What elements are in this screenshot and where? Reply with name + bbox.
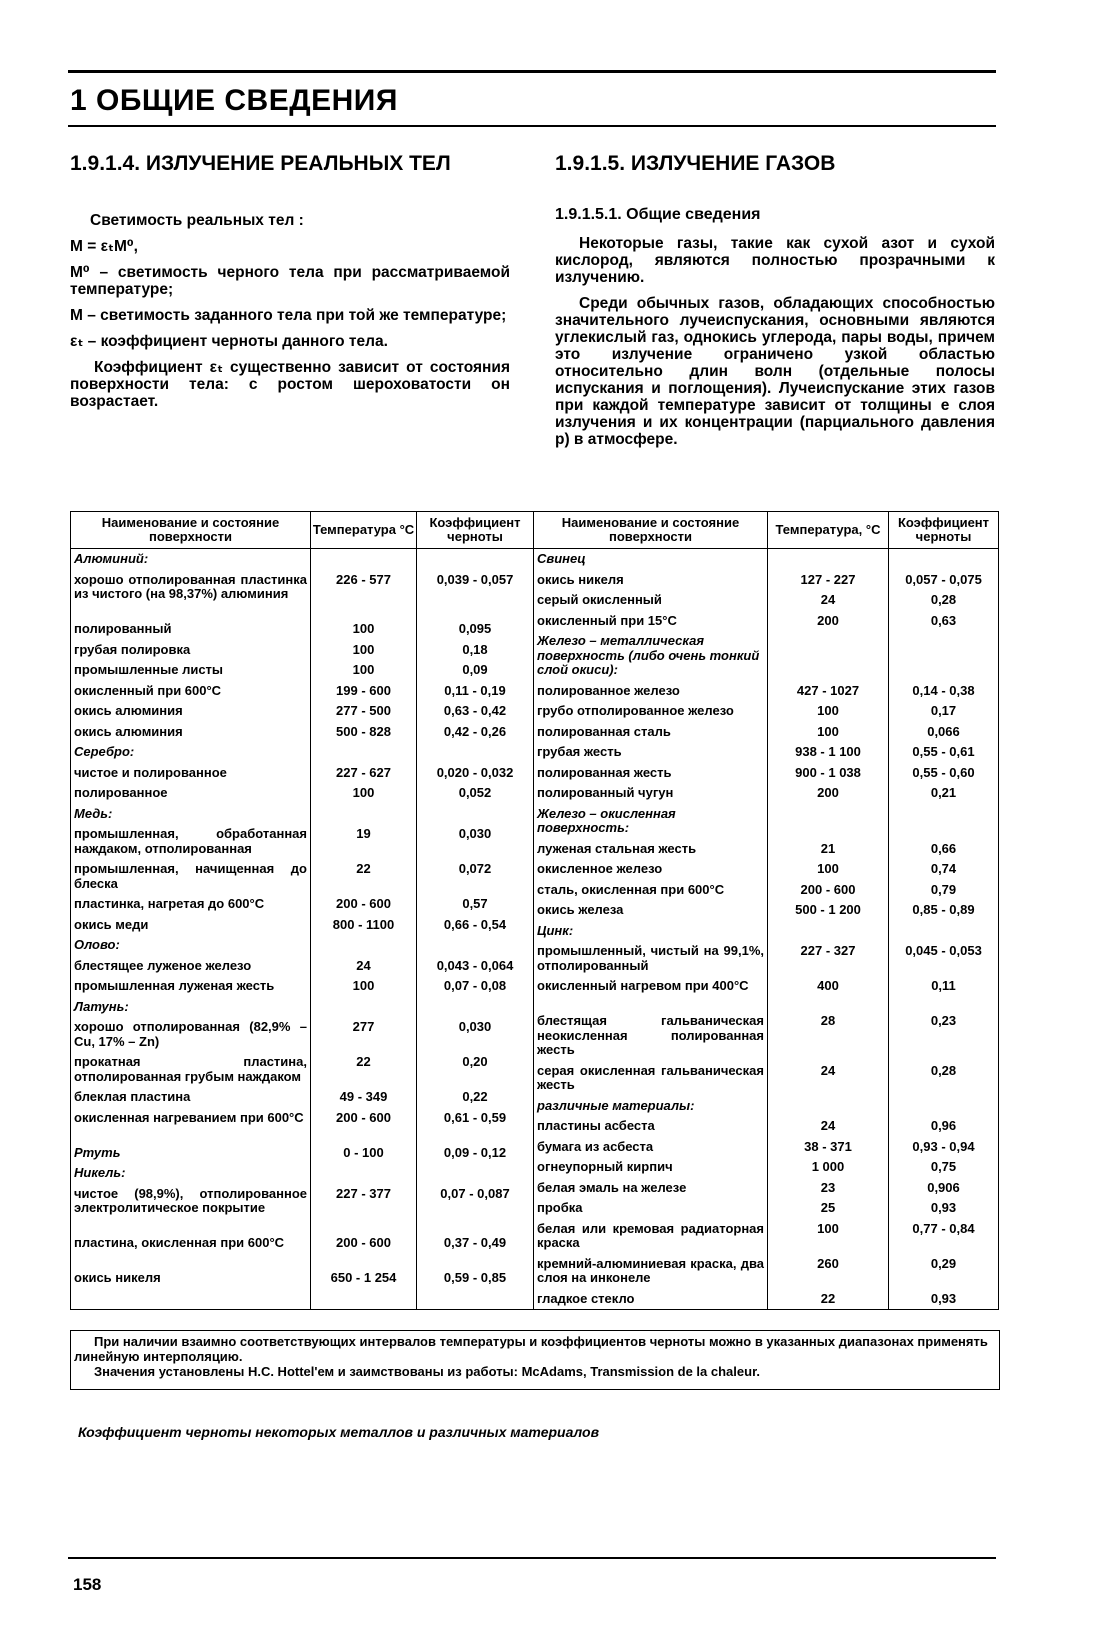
row-name: полированное: [74, 785, 168, 800]
row-name: различные материалы:: [537, 1097, 695, 1113]
row-name: луженая стальная жесть: [537, 840, 697, 856]
row-coefficient: 0,74: [930, 861, 957, 876]
row-temperature: [768, 1096, 888, 1117]
row-temperature: 0 - 100: [343, 1144, 384, 1160]
row-temperature: 100: [817, 723, 839, 739]
intro-text: Светимость реальных тел :: [90, 212, 304, 229]
row-coefficient: 0,17: [930, 703, 957, 718]
row-name: полированный чугун: [537, 785, 674, 800]
row-coefficient: [417, 804, 533, 825]
row-name: окисленный при 600°C: [74, 682, 222, 698]
row-coefficient: 0,072: [458, 861, 492, 876]
header-coef-left: Коэффициент черноты: [417, 512, 534, 549]
row-coefficient: 0,63 - 0,42: [443, 703, 507, 718]
bottom-rule: [68, 1557, 996, 1559]
row-temperature: 49 - 349: [339, 1089, 388, 1104]
row-coefficient: 0,20: [462, 1054, 488, 1069]
row-name: пластинка, нагретая до 600°C: [74, 896, 265, 911]
row-temperature: 650 - 1 254: [330, 1270, 397, 1285]
row-temperature: 200 - 600: [336, 1235, 391, 1250]
row-temperature: 22: [356, 1054, 371, 1069]
row-name: Свинец: [537, 551, 586, 566]
row-temperature: 24: [356, 957, 371, 973]
row-temperature: 100: [352, 641, 375, 657]
row-name: грубая полировка: [74, 641, 191, 657]
row-temperature: 200 - 600: [800, 881, 856, 897]
row-name: промышленные листы: [74, 662, 224, 677]
row-name: блеклая пластина: [74, 1089, 191, 1104]
row-name: Олово:: [74, 937, 120, 952]
definition-eps: εₜ – коэффициент черноты данного тела.: [70, 333, 388, 350]
row-coefficient: 0,095: [458, 621, 492, 636]
row-name: Цинк:: [537, 922, 574, 938]
row-coefficient: 0,66 - 0,54: [443, 916, 507, 932]
row-temperature: 200: [817, 785, 839, 800]
chapter-title: 1 ОБЩИЕ СВЕДЕНИЯ: [70, 84, 398, 117]
row-temperature: [311, 549, 416, 570]
left-section-title: 1.9.1.4. ИЗЛУЧЕНИЕ РЕАЛЬНЫХ ТЕЛ: [70, 152, 451, 175]
row-coefficient: 0,906: [927, 1179, 960, 1195]
row-name: промышленная луженая жесть: [74, 978, 275, 993]
row-coefficient: 0,052: [458, 785, 492, 800]
right-paragraph-1: Некоторые газы, такие как сухой азот и сухой кислород, являются полностью прозрачными к излучению.: [555, 235, 995, 286]
row-temperature: 500 - 1 200: [795, 902, 861, 917]
row-temperature: 400: [817, 978, 839, 993]
row-temperature: 22: [356, 861, 371, 876]
row-coefficient: 0,61 - 0,59: [443, 1109, 507, 1125]
row-temperature: 100: [352, 662, 375, 677]
table-body-row: [71, 549, 999, 1310]
row-name: гладкое стекло: [537, 1290, 635, 1306]
row-name: грубая жесть: [537, 744, 622, 759]
row-name: Медь:: [74, 805, 113, 821]
left-temps-cell: [311, 549, 417, 1310]
header-name-left: Наименование и состояние поверхности: [71, 512, 311, 549]
row-temperature: 28: [820, 1013, 836, 1028]
row-coefficient: 0,66: [930, 840, 957, 856]
row-temperature: 200 - 600: [336, 1109, 391, 1125]
row-temperature: 427 - 1027: [796, 682, 860, 698]
row-coefficient: 0,37 - 0,49: [443, 1235, 507, 1250]
row-name: Серебро:: [74, 744, 135, 759]
right-temps-cell: [768, 549, 889, 1310]
row-coefficient: [417, 549, 533, 570]
row-coefficient: [417, 935, 533, 956]
row-coefficient: 0,96: [930, 1118, 957, 1133]
row-name: чистое (98,9%), отполированное электролитическое покрытие: [74, 1185, 307, 1215]
header-coef-right: Коэффициент черноты: [889, 512, 999, 549]
right-names-cell: [534, 549, 768, 1310]
row-name: пластина, окисленная при 600°C: [74, 1235, 285, 1250]
right-coefs-cell: [889, 549, 999, 1310]
right-section-title: 1.9.1.5. ИЗЛУЧЕНИЕ ГАЗОВ: [555, 152, 836, 175]
row-coefficient: 0,045 - 0,053: [905, 943, 982, 958]
row-temperature: 100: [352, 621, 375, 636]
left-coefs-cell: [417, 549, 534, 1310]
note-line-2: Значения установлены H.C. Hottel'ем и заимствованы из работы: McAdams, Transmission de la chaleur.: [94, 1364, 761, 1379]
row-name: хорошо отполированная пластинка из чистого (на 98,37%) алюминия: [74, 571, 307, 601]
row-coefficient: 0,066: [927, 723, 960, 739]
row-name: белая или кремовая радиаторная краска: [537, 1220, 764, 1250]
row-coefficient: 0,030: [458, 1019, 492, 1034]
row-temperature: 277 - 500: [336, 703, 391, 718]
row-temperature: 100: [817, 703, 839, 718]
row-name: пробка: [537, 1200, 583, 1215]
row-name: Железо – металлическая поверхность (либо очень тонкий слой окиси):: [537, 633, 760, 677]
row-temperature: 260: [817, 1255, 839, 1271]
row-temperature: 200: [817, 612, 839, 628]
row-name: промышленная, обработанная наждаком, отполированная: [74, 826, 307, 856]
row-name: окись железа: [537, 902, 624, 917]
row-name: бумага из асбеста: [537, 1138, 654, 1154]
row-temperature: 22: [820, 1290, 836, 1306]
row-temperature: [311, 804, 416, 825]
row-name: сталь, окисленная при 600°C: [537, 881, 725, 897]
top-rule: [68, 70, 996, 73]
row-temperature: [311, 742, 416, 763]
row-temperature: [311, 997, 416, 1018]
row-coefficient: [889, 1096, 998, 1117]
row-coefficient: [889, 549, 998, 570]
left-column: [70, 212, 510, 419]
row-coefficient: 0,59 - 0,85: [443, 1270, 507, 1285]
row-coefficient: 0,42 - 0,26: [443, 723, 507, 739]
row-name: блестящее луженое железо: [74, 957, 252, 973]
row-temperature: 38 - 371: [804, 1138, 852, 1154]
row-temperature: 800 - 1100: [332, 916, 395, 932]
row-name: окисленный нагревом при 400°C: [537, 978, 749, 993]
row-temperature: 500 - 828: [336, 723, 391, 739]
row-temperature: 25: [820, 1200, 836, 1215]
row-temperature: 100: [817, 861, 839, 876]
row-name: Железо – окисленная поверхность:: [537, 805, 676, 835]
row-coefficient: 0,07 - 0,08: [443, 978, 507, 993]
row-name: окись алюминия: [74, 723, 183, 739]
row-temperature: 127 - 227: [800, 571, 856, 587]
row-coefficient: 0,28: [930, 592, 957, 607]
row-name: окись алюминия: [74, 703, 183, 718]
row-name: окисленная нагреванием при 600°C: [74, 1109, 304, 1125]
row-temperature: 900 - 1 038: [795, 764, 861, 780]
subsection-title: 1.9.1.5.1. Общие сведения: [555, 206, 761, 223]
left-paragraph: Коэффициент εₜ существенно зависит от состояния поверхности тела: с ростом шероховатости он возрастает.: [70, 359, 510, 410]
row-coefficient: [889, 631, 998, 681]
row-temperature: 100: [817, 1220, 839, 1236]
row-name: Никель:: [74, 1165, 126, 1180]
row-temperature: 24: [820, 1062, 836, 1078]
page-number: 158: [73, 1575, 102, 1594]
row-coefficient: [417, 742, 533, 763]
row-coefficient: 0,93: [930, 1290, 957, 1306]
row-temperature: 226 - 577: [336, 571, 391, 587]
row-coefficient: [417, 1163, 533, 1184]
table-note: [70, 1330, 1000, 1390]
row-temperature: 1 000: [811, 1159, 845, 1174]
row-temperature: 227 - 327: [800, 943, 856, 958]
header-name-right: Наименование и состояние поверхности: [534, 512, 768, 549]
row-name: белая эмаль на железе: [537, 1179, 687, 1195]
table-header-row: [71, 512, 999, 549]
row-coefficient: 0,55 - 0,61: [912, 744, 975, 759]
row-name: окись меди: [74, 916, 149, 932]
row-coefficient: 0,63: [930, 612, 957, 628]
row-coefficient: 0,07 - 0,087: [440, 1185, 510, 1201]
left-names-cell: [71, 549, 311, 1310]
row-name: промышленный, чистый на 99,1%, отполированный: [537, 943, 764, 973]
row-coefficient: 0,09: [462, 662, 488, 677]
row-temperature: 24: [820, 592, 836, 607]
row-coefficient: 0,57: [462, 896, 488, 911]
row-coefficient: 0,043 - 0,064: [436, 957, 514, 973]
row-temperature: 100: [352, 785, 375, 800]
row-temperature: 23: [820, 1179, 836, 1195]
row-name: Ртуть: [74, 1144, 121, 1160]
formula: M = εₜM⁰,: [70, 238, 138, 255]
row-coefficient: 0,18: [462, 641, 488, 657]
row-name: грубо отполированное железо: [537, 703, 734, 718]
definition-m0: M⁰ – светимость черного тела при рассматриваемой температуре;: [70, 264, 510, 298]
row-coefficient: 0,77 - 0,84: [912, 1220, 975, 1236]
row-coefficient: 0,29: [930, 1255, 957, 1271]
row-temperature: 199 - 600: [336, 682, 391, 698]
row-coefficient: 0,28: [930, 1062, 957, 1078]
row-coefficient: 0,11 - 0,19: [444, 682, 506, 698]
row-coefficient: 0,21: [930, 785, 957, 800]
row-name: полированный: [74, 621, 172, 636]
row-name: кремний-алюминиевая краска, два слоя на инконеле: [537, 1255, 764, 1285]
definition-m: M – светимость заданного тела при той же температуре;: [70, 307, 507, 324]
row-coefficient: 0,93: [930, 1200, 957, 1215]
row-name: окись никеля: [537, 571, 624, 587]
row-coefficient: 0,039 - 0,057: [436, 571, 514, 587]
row-coefficient: 0,23: [930, 1013, 957, 1028]
row-coefficient: [417, 997, 533, 1018]
row-coefficient: 0,79: [930, 881, 957, 897]
row-temperature: [768, 804, 888, 839]
row-name: полированная сталь: [537, 723, 671, 739]
row-name: Латунь:: [74, 998, 129, 1014]
row-coefficient: [889, 804, 998, 839]
row-name: серая окисленная гальваническая жесть: [537, 1062, 764, 1092]
row-coefficient: 0,55 - 0,60: [912, 764, 975, 780]
header-temp-left: Температура °C: [311, 512, 417, 549]
row-name: полированное железо: [537, 682, 680, 698]
header-temp-right: Температура, °C: [768, 512, 889, 549]
row-name: промышленная, начищенная до блеска: [74, 861, 307, 891]
row-coefficient: 0,75: [930, 1159, 957, 1174]
row-temperature: 227 - 377: [336, 1185, 391, 1201]
row-name: огнеупорный кирпич: [537, 1159, 673, 1174]
row-temperature: [311, 935, 416, 956]
row-name: пластины асбеста: [537, 1118, 655, 1133]
chapter-rule: [68, 125, 996, 127]
row-temperature: 21: [820, 840, 836, 856]
row-name: хорошо отполированная (82,9% – Cu, 17% – Zn): [74, 1019, 307, 1049]
row-name: окись никеля: [74, 1270, 161, 1285]
row-name: блестящая гальваническая неокисленная полированная жесть: [537, 1013, 764, 1057]
row-temperature: [768, 549, 888, 570]
row-temperature: 277: [352, 1019, 375, 1034]
row-coefficient: 0,14 - 0,38: [912, 682, 975, 698]
row-temperature: 19: [356, 826, 371, 841]
row-coefficient: 0,93 - 0,94: [912, 1138, 975, 1154]
emissivity-table: [70, 511, 999, 1310]
row-temperature: 100: [352, 978, 375, 993]
row-name: Алюминий:: [74, 551, 149, 566]
row-coefficient: 0,85 - 0,89: [912, 902, 975, 917]
row-coefficient: [889, 921, 998, 942]
row-temperature: 227 - 627: [336, 764, 391, 780]
row-coefficient: 0,057 - 0,075: [905, 571, 982, 587]
row-temperature: 200 - 600: [336, 896, 391, 911]
row-name: окисленный при 15°C: [537, 612, 677, 628]
row-name: прокатная пластина, отполированная грубым наждаком: [74, 1054, 307, 1084]
table-caption: Коэффициент черноты некоторых металлов и различных материалов: [78, 1424, 600, 1440]
right-paragraph-2: Среди обычных газов, обладающих способностью значительного лучеиспускания, основными являются углекислый газ, однокись углерода, пары воды, причем это излучение ограничено узкой областью относительно длин волн (отдельные полосы испускания и поглощения). Лучеиспускание этих газов при каждой температуре зависит от толщины e слоя излучения и их концентрации (парциального давления p) в атмосфере.: [555, 295, 995, 448]
row-temperature: [311, 1163, 416, 1184]
row-coefficient: 0,22: [462, 1089, 488, 1104]
row-coefficient: 0,11: [931, 978, 956, 993]
row-name: окисленное железо: [537, 861, 663, 876]
row-temperature: 938 - 1 100: [795, 744, 861, 759]
row-coefficient: 0,020 - 0,032: [436, 764, 514, 780]
note-line-1: При наличии взаимно соответствующих интервалов температуры и коэффициентов черноты можно в указанных диапазонах применять линейную интерполяцию.: [74, 1334, 988, 1364]
row-temperature: [768, 631, 888, 681]
row-coefficient: 0,09 - 0,12: [443, 1144, 507, 1160]
row-name: полированная жесть: [537, 764, 672, 780]
row-temperature: [768, 921, 888, 942]
row-temperature: 24: [820, 1118, 836, 1133]
row-coefficient: 0,030: [458, 826, 492, 841]
row-name: серый окисленный: [537, 592, 662, 607]
right-column: [555, 206, 995, 457]
row-name: чистое и полированное: [74, 764, 227, 780]
